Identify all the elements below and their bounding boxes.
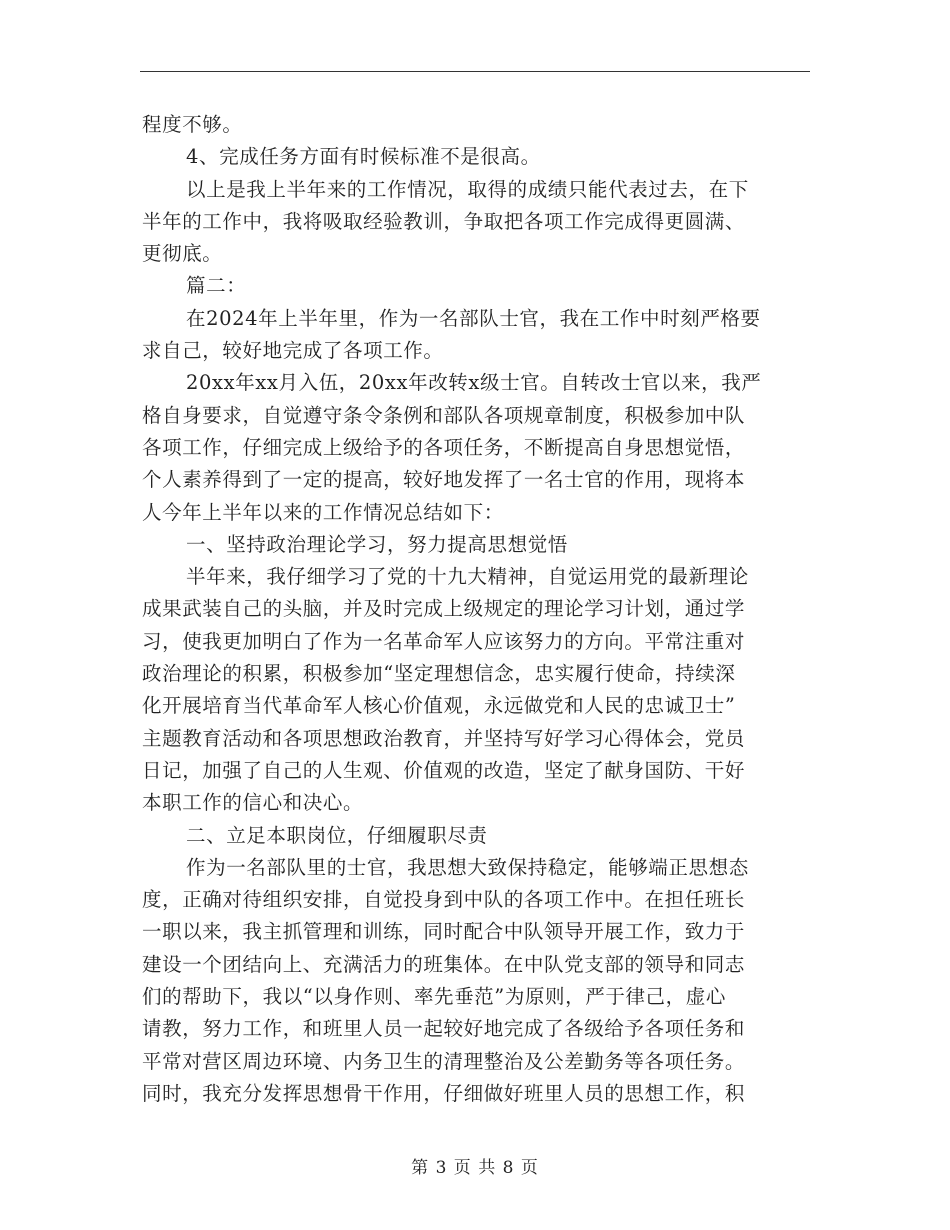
text-line: 本职工作的信心和决心。: [142, 791, 364, 815]
section-heading: 一、坚持政治理论学习，努力提高思想觉悟: [186, 532, 568, 556]
text-line: 个人素养得到了一定的提高，较好地发挥了一名士官的作用，现将本: [142, 468, 746, 492]
text-line: 20xx年xx月入伍，20xx年改转x级士官。自转改士官以来，我严: [186, 371, 762, 395]
text-line: 请教，努力工作，和班里人员一起较好地完成了各级给予各项任务和: [142, 1017, 746, 1041]
text-line: 半年的工作中，我将吸取经验教训，争取把各项工作完成得更圆满、: [142, 209, 746, 233]
text-line: 们的帮助下，我以“以身作则、率先垂范”为原则，严于律己，虚心: [142, 985, 726, 1009]
text-line: 程度不够。: [142, 113, 243, 136]
document-body: [142, 109, 810, 1110]
text-line: 平常对营区周边环境、内务卫生的清理整治及公差勤务等各项任务。: [142, 1049, 746, 1073]
header-rule: [140, 71, 810, 72]
text-line: 各项工作，仔细完成上级给予的各项任务，不断提高自身思想觉悟，: [142, 435, 746, 459]
text-line: 4、完成任务方面有时候标准不是很高。: [186, 145, 541, 169]
text-line: 化开展培育当代革命军人核心价值观，永远做党和人民的忠诚卫士”: [142, 694, 736, 718]
section-heading: 二、立足本职岗位，仔细履职尽责: [186, 823, 488, 847]
text-line: 度，正确对待组织安排，自觉投身到中队的各项工作中。在担任班长: [142, 888, 746, 912]
text-line: 政治理论的积累，积极参加“坚定理想信念，忠实履行使命，持续深: [142, 662, 736, 686]
text-line: 半年来，我仔细学习了党的十九大精神，自觉运用党的最新理论: [186, 565, 749, 589]
text-line: 更彻底。: [142, 242, 223, 266]
section-label: 篇二：: [186, 274, 247, 298]
text-line: 格自身要求，自觉遵守条令条例和部队各项规章制度，积极参加中队: [142, 403, 746, 427]
text-line: 一职以来，我主抓管理和训练，同时配合中队领导开展工作，致力于: [142, 920, 746, 944]
page-number-footer: 第 3 页 共 8 页: [411, 1158, 539, 1178]
text-line: 以上是我上半年来的工作情况，取得的成绩只能代表过去，在下: [186, 177, 749, 201]
text-line: 求自己，较好地完成了各项工作。: [142, 339, 444, 363]
text-line: 习，使我更加明白了作为一名革命军人应该努力的方向。平常注重对: [142, 629, 746, 653]
text-line: 在2024年上半年里，作为一名部队士官，我在工作中时刻严格要: [186, 306, 761, 330]
text-line: 人今年上半年以来的工作情况总结如下：: [142, 500, 504, 524]
text-line: 作为一名部队里的士官，我思想大致保持稳定，能够端正思想态: [186, 855, 749, 879]
text-line: 成果武装自己的头脑，并及时完成上级规定的理论学习计划，通过学: [142, 597, 746, 621]
text-line: 建设一个团结向上、充满活力的班集体。在中队党支部的领导和同志: [142, 952, 746, 976]
text-line: 主题教育活动和各项思想政治教育，并坚持写好学习心得体会，党员: [142, 726, 746, 750]
text-line: 日记，加强了自己的人生观、价值观的改造，坚定了献身国防、干好: [142, 758, 746, 782]
text-line: 同时，我充分发挥思想骨干作用，仔细做好班里人员的思想工作，积: [142, 1081, 746, 1105]
